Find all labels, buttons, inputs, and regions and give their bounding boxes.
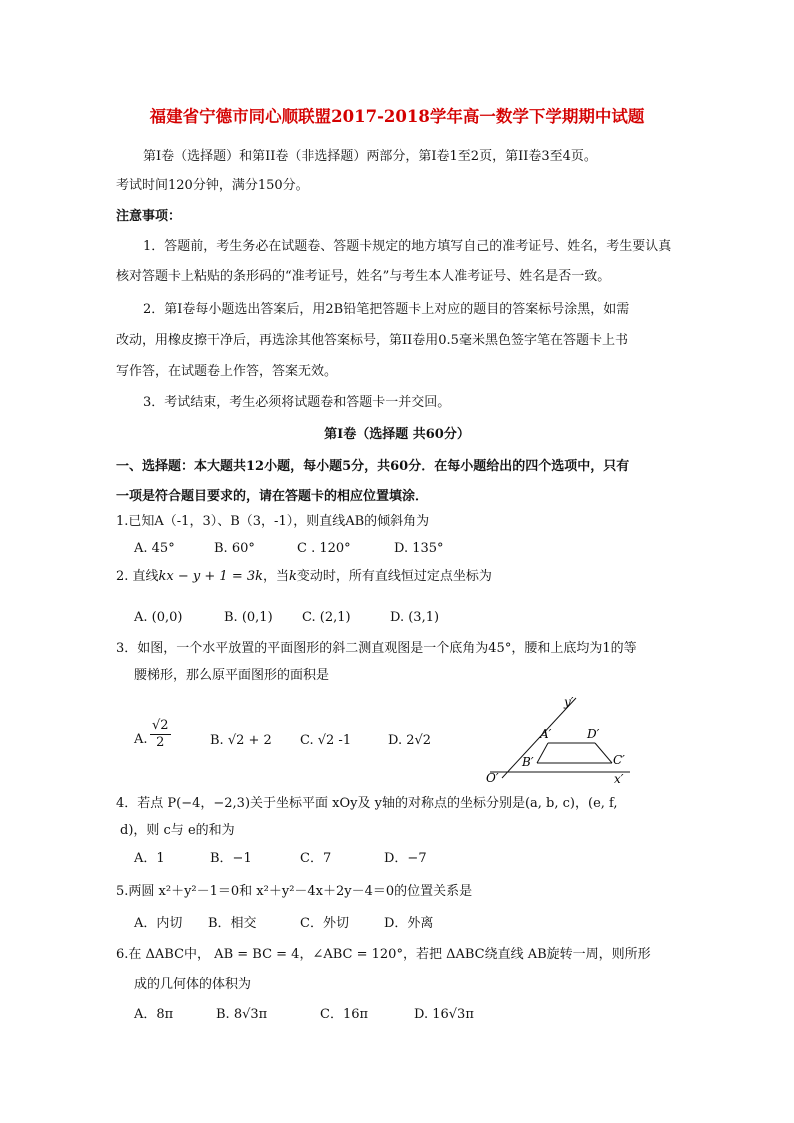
q3-option-c: C. √2 -1	[300, 733, 352, 748]
q4-line-1: 4．若点 P(−4，−2,3)关于坐标平面 xOy及 y轴的对称点的坐标分别是(a, b, c)，(e, f,	[116, 796, 618, 811]
q6-option-d: D. 16√3π	[414, 1007, 474, 1022]
q1-stem: 1.已知A（-1，3）、B（3，-1），则直线AB的倾斜角为	[116, 514, 430, 529]
q2-tail: 变动时，所有直线恒过定点坐标为	[296, 569, 492, 584]
q1-option-d: D. 135°	[394, 541, 444, 556]
q2-equation: kx − y + 1 = 3k	[158, 569, 263, 584]
q5-option-b: B．相交	[208, 916, 257, 931]
q2-stem	[116, 568, 492, 586]
trapezoid-right-leg	[595, 743, 612, 763]
notice-item1-line1: 1．答题前，考生务必在试题卷、答题卡规定的地方填写自己的准考证号、姓名，考生要认真	[143, 239, 672, 254]
origin-label: O′	[486, 771, 499, 784]
x-axis-label: x′	[614, 772, 624, 784]
q2-option-c: C. (2,1)	[302, 610, 351, 625]
q3-option-b: B. √2 + 2	[210, 733, 272, 748]
q2-mid: ，当	[263, 569, 290, 584]
intro-line-2: 考试时间120分钟，满分150分。	[116, 178, 309, 193]
y-axis-label: y′	[564, 695, 574, 709]
q2-option-d: D. (3,1)	[390, 610, 440, 625]
q6-line-2: 成的几何体的体积为	[134, 977, 252, 992]
q4-option-a: A．1	[134, 851, 165, 866]
q6-option-a: A．8π	[134, 1007, 174, 1022]
q3-line-1: 3．如图，一个水平放置的平面图形的斜二测直观图是一个底角为45°，腰和上底均为1的等	[116, 641, 637, 656]
q1-option-b: B. 60°	[214, 541, 255, 556]
intro-line-1: 第Ⅰ卷（选择题）和第II卷（非选择题）两部分，第Ⅰ卷1至2页，第II卷3至4页。	[143, 149, 597, 164]
q5-option-d: D．外离	[384, 916, 434, 931]
trapezoid-left-leg	[537, 743, 548, 763]
q4-option-b: B．−1	[210, 851, 252, 866]
q2-option-a: A. (0,0)	[134, 610, 183, 625]
q5-option-c: C．外切	[300, 916, 349, 931]
notice-item2-line2: 改动，用橡皮擦干净后，再选涂其他答案标号，第II卷用0.5毫米黑色签字笔在答题卡上书	[116, 333, 628, 348]
q1-option-c: C . 120°	[297, 541, 351, 556]
q6-line-1: 6.在 ΔABC中， AB = BC = 4，∠ABC = 120°，若把 ΔABC绕直线 AB旋转一周，则所形	[116, 947, 651, 962]
section-line-2: 一项是符合题目要求的，请在答题卡的相应位置填涂．	[116, 489, 429, 504]
point-a-label: A′	[540, 727, 552, 741]
q3-option-a-denominator: 2	[156, 735, 165, 750]
q6-option-b: B. 8√3π	[216, 1007, 268, 1022]
point-c-label: C′	[613, 753, 625, 767]
notice-item3: 3．考试结束，考生必须将试题卷和答题卡一并交回。	[143, 395, 451, 410]
notice-item1-line2: 核对答题卡上粘贴的条形码的“准考证号，姓名”与考生本人准考证号、姓名是否一致。	[116, 269, 611, 284]
q3-line-2: 腰梯形，那么原平面图形的面积是	[134, 668, 330, 683]
q6-option-c: C．16π	[320, 1007, 369, 1022]
notice-item2-line3: 写作答，在试题卷上作答，答案无效。	[116, 364, 338, 379]
q4-option-c: C．7	[300, 851, 332, 866]
q1-option-a: A. 45°	[134, 541, 175, 556]
section-line-1: 一、选择题：本大题共12小题，每小题5分，共60分．在每小题给出的四个选项中，只有	[116, 459, 630, 474]
q2-k: k	[289, 569, 297, 584]
q3-trapezoid-diagram	[484, 692, 634, 784]
point-b-label: B′	[522, 755, 534, 769]
q5-option-a: A．内切	[134, 916, 183, 931]
q4-option-d: D．−7	[384, 851, 427, 866]
q3-option-a-fraction	[150, 718, 171, 751]
q3-option-d: D. 2√2	[388, 733, 432, 748]
q3-option-a-label: A.	[134, 732, 148, 747]
q4-line-2: d)，则 c与 e的和为	[120, 823, 235, 838]
page-title: 福建省宁德市同心顺联盟2017-2018学年高一数学下学期期中试题	[149, 107, 645, 126]
notice-heading: 注意事项：	[116, 209, 182, 224]
y-axis-line	[502, 698, 576, 778]
q2-num: 2. 直线	[116, 569, 159, 584]
part-heading: 第Ⅰ卷（选择题 共60分）	[324, 427, 470, 442]
q3-option-a-numerator: √2	[152, 718, 169, 733]
q5-stem: 5.两圆 x²＋y²－1＝0和 x²＋y²－4x＋2y－4＝0的位置关系是	[116, 884, 473, 899]
q2-option-b: B. (0,1)	[224, 610, 273, 625]
notice-item2-line1: 2．第Ⅰ卷每小题选出答案后，用2B铅笔把答题卡上对应的题目的答案标号涂黑，如需	[143, 302, 630, 317]
point-d-label: D′	[587, 727, 600, 741]
